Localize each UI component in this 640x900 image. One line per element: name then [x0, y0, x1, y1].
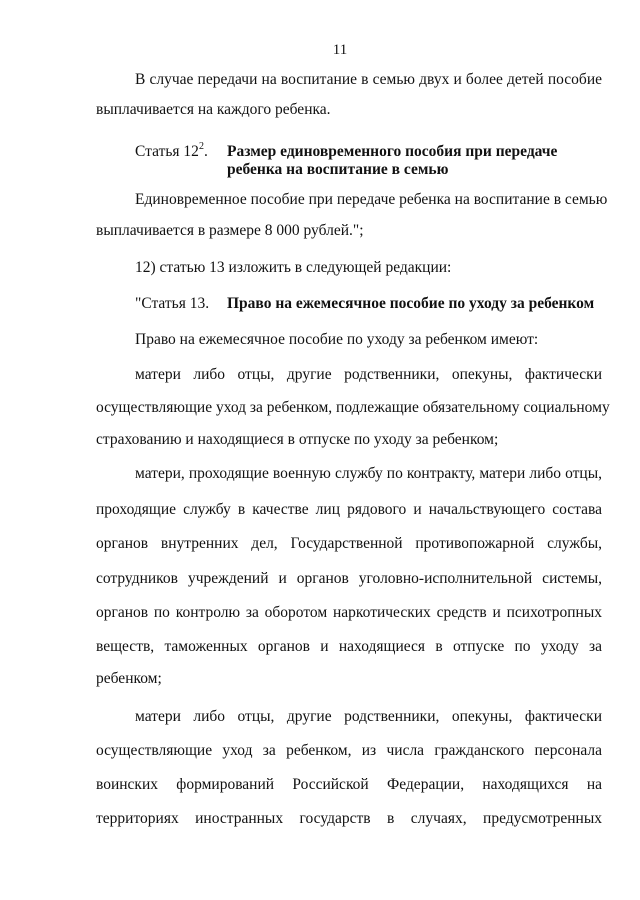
text-line: органов внутренних дел, Государственной противопожарной службы,: [96, 535, 602, 552]
text-line: Единовременное пособие при передаче ребенка на воспитание в семью: [135, 191, 608, 208]
text-line: матери либо отцы, другие родственники, опекуны, фактически: [135, 708, 602, 725]
article-12-title: Размер единовременного пособия при передаче: [227, 143, 558, 160]
text-line: В случае передачи на воспитание в семью двух и более детей пособие: [135, 71, 602, 88]
article-13-label: "Статья 13.: [135, 295, 210, 312]
text-line: территориях иностранных государств в случаях, предусмотренных: [96, 810, 602, 827]
text-line: выплачивается на каждого ребенка.: [96, 101, 331, 118]
text-line: осуществляющие уход за ребенком, подлежащие обязательному социальному: [96, 399, 610, 416]
article-12-label: Статья $12^2$.: [135, 141, 208, 160]
text-line: матери либо отцы, другие родственники, опекуны, фактически: [135, 366, 602, 383]
text-line: страхованию и находящиеся в отпуске по уходу за ребенком;: [96, 431, 499, 448]
text-line: матери, проходящие военную службу по контракту, матери либо отцы,: [135, 465, 602, 482]
page-number: 11: [332, 42, 348, 58]
text-line: выплачивается в размере 8 000 рублей.";: [96, 222, 364, 239]
text-line: сотрудников учреждений и органов уголовно-исполнительной системы,: [96, 570, 602, 587]
text-line: Право на ежемесячное пособие по уходу за ребенком имеют:: [135, 331, 539, 348]
text-line: воинских формирований Российской Федерации, находящихся на: [96, 776, 602, 793]
text-line: проходящие службу в качестве лиц рядового и начальствующего состава: [96, 501, 602, 518]
text-line: органов по контролю за оборотом наркотических средств и психотропных: [96, 604, 602, 621]
text-line: 12) статью 13 изложить в следующей редакции:: [135, 259, 452, 276]
text-line: ребенком;: [96, 670, 162, 687]
text-line: веществ, таможенных органов и находящиеся в отпуске по уходу за: [96, 638, 602, 655]
text-line: осуществляющие уход за ребенком, из числа гражданского персонала: [96, 742, 602, 759]
article-12-title: ребенка на воспитание в семью: [227, 161, 449, 178]
article-13-title: Право на ежемесячное пособие по уходу за ребенком: [227, 295, 595, 312]
